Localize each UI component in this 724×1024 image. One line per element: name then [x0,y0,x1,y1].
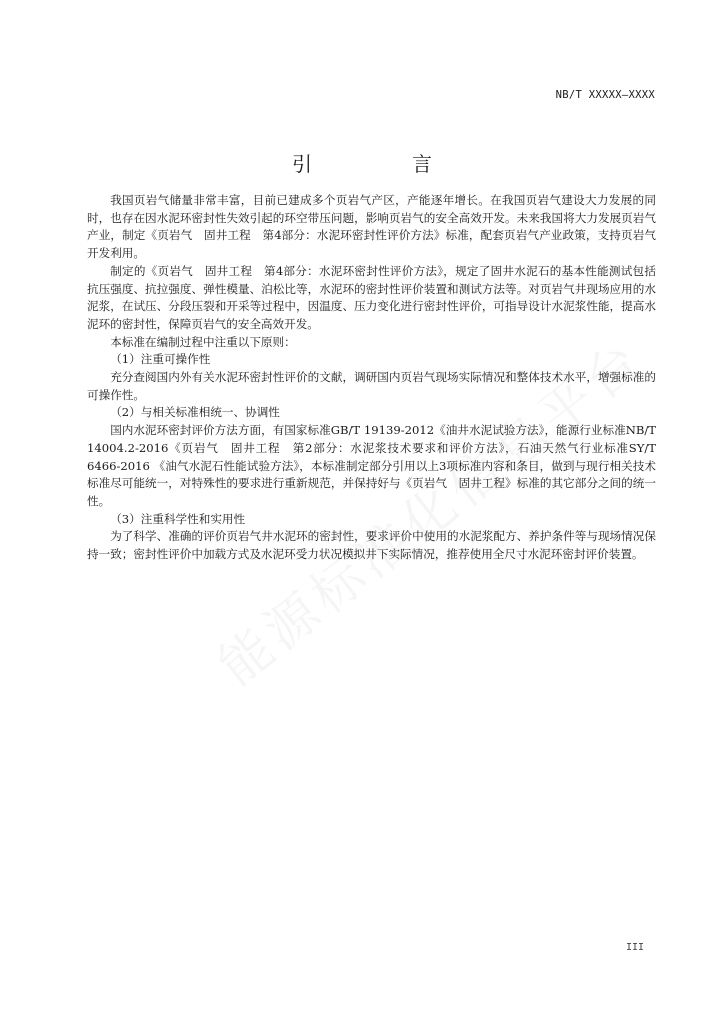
document-code: NB/T XXXXX—XXXX [555,89,655,101]
paragraph: 为了科学、准确的评价页岩气井水泥环的密封性，要求评价中使用的水泥浆配方、养护条件等与现场情况保持一致；密封性评价中加载方式及水泥环受力状况模拟井下实际情况，推荐使用全尺寸水泥环密封评价装置。 [87,529,656,562]
section-heading: （3）注重科学性和实用性 [110,511,246,526]
page-title: 引 言 [292,152,472,176]
paragraph: 制定的《页岩气 固井工程 第4部分：水泥环密封性评价方法》，规定了固井水泥石的基本性能测试包括抗压强度、抗拉强度、弹性模量、泊松比等，水泥环的密封性评价装置和测试方法等。对页岩气井现场应用的水泥浆，在试压、分段压裂和开采等过程中，因温度、压力变化进行密封性评价，可指导设计水泥浆性能，提高水泥环的密封性，保障页岩气的安全高效开发。 [87,263,656,331]
body-text [87,192,656,564]
section-heading: （1）注重可操作性 [110,352,211,367]
paragraph: 充分查阅国内外有关水泥环密封性评价的文献，调研国内页岩气现场实际情况和整体技术水平，增强标准的可操作性。 [87,370,656,402]
paragraph: 国内水泥环密封评价方法方面，有国家标准GB/T 19139-2012《油井水泥试验方法》，能源行业标准NB/T 14004.2-2016《页岩气 固井工程 第2部分：水泥浆技术要求和评价方法》，石油天然气行业标准SY/T 6466-2016 《油气水泥石性能试验方法》，本标准制定部分引用以上3项标准内容和条目，做到与现行相关技术标准尽可能统一，对特殊性的要求进行重新规范，并保持好与《页岩气 固井工程》标准的其它部分之间的统一性。 [87,423,656,508]
paragraph: 我国页岩气储量非常丰富，目前已建成多个页岩气产区，产能逐年增长。在我国页岩气建设大力发展的同时，也存在因水泥环密封性失效引起的环空带压问题，影响页岩气的安全高效开发。未来我国将大力发展页岩气产业，制定《页岩气 固井工程 第4部分：水泥环密封性评价方法》标准，配套页岩气产业政策，支持页岩气开发利用。 [87,193,656,261]
paragraph: 本标准在编制过程中注重以下原则： [110,334,296,349]
page-number: III [626,942,645,953]
section-heading: （2）与相关标准相统一、协调性 [110,405,280,420]
